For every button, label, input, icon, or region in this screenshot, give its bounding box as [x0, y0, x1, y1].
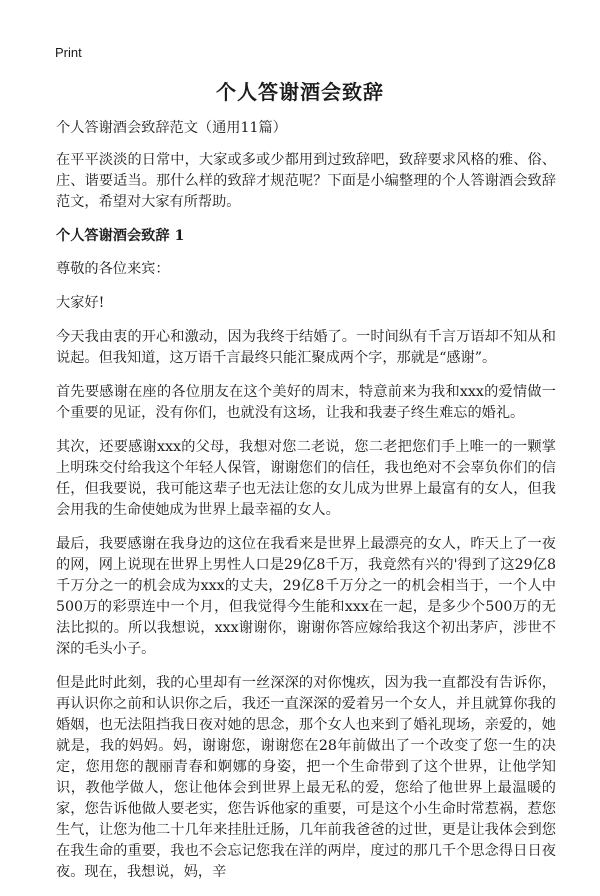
document-title: 个人答谢酒会致辞 [216, 80, 384, 104]
salutation: 尊敬的各位来宾： [56, 261, 170, 277]
intro-paragraph: 在平平淡淡的日常中，大家或多或少都用到过致辞吧，致辞要求风格的雅、俗、庄、谐要适当。那什么样的致辞才规范呢？下面是小编整理的个人答谢酒会致辞范文，希望对大家有所帮助。 [56, 152, 556, 210]
document-body [56, 118, 556, 896]
body-paragraph: 其次，还要感谢xxx的父母，我想对您二老说，您二老把您们手上唯一的一颗掌上明珠交付给我这个年轻人保管，谢谢您们的信任，我也绝对不会辜负你们的信任，但我要说，我可能这辈子也无法让您的女儿成为世界上最富有的女人，但我会用我的生命使她成为世界上最幸福的女人。 [56, 439, 556, 518]
section-heading: 个人答谢酒会致辞 1 [56, 228, 185, 244]
body-paragraph: 首先要感谢在座的各位朋友在这个美好的周末，特意前来为我和xxx的爱情做一个重要的见证，没有你们，也就没有这场，让我和我妻子终生难忘的婚礼。 [56, 384, 556, 421]
body-paragraph: 但是此时此刻，我的心里却有一丝深深的对你愧疚，因为我一直都没有告诉你，再认识你之前和认识你之后，我还一直深深的爱着另一个女人，并且就算你我的婚姻，也无法阻挡我日夜对她的思念，那个女人也来到了婚礼现场，亲爱的，她就是，我的妈妈。妈，谢谢您，谢谢您在28年前做出了一个改变了您一生的决定，您用您的靓丽青春和婀娜的身姿，把一个生命带到了这个世界，让他学知识，教他学做人，您让他体会到世界上最无私的爱，您给了他世界上最温暖的家，您告诉他做人要老实，您告诉他家的重要，可是这个小生命时常惹祸，惹您生气，让您为他二十几年来挂肚迁肠，几年前我爸爸的过世，更是让我体会到您在我生命的重要，我也不会忘记您我在洋的两岸，度过的那几千个思念得日日夜夜。现在，我想说，妈，辛 [56, 675, 556, 880]
greeting: 大家好! [56, 295, 105, 311]
body-paragraph: 最后，我要感谢在我身边的这位在我看来是世界上最漂亮的女人，昨天上了一夜的网，网上说现在世界上男性人口是29亿8千万，我竟然有兴的'得到了这29亿8千万分之一的机会成为xxx的丈夫，29亿8千万分之一的机会相当于，一个人中500万的彩票连中一个月，但我觉得今生能和xxx在一起，是多少个500万的无法比拟的。所以我想说，xxx谢谢你，谢谢你答应嫁给我这个初出茅庐，涉世不深的毛头小子。 [56, 536, 556, 657]
document-subtitle: 个人答谢酒会致辞范文（通用11篇） [56, 120, 287, 136]
body-paragraph: 今天我由衷的开心和激动，因为我终于结婚了。一时间纵有千言万语却不知从和说起。但我知道，这万语千言最终只能汇聚成两个字，那就是“感谢”。 [56, 329, 556, 366]
print-link[interactable]: Print [55, 45, 82, 60]
